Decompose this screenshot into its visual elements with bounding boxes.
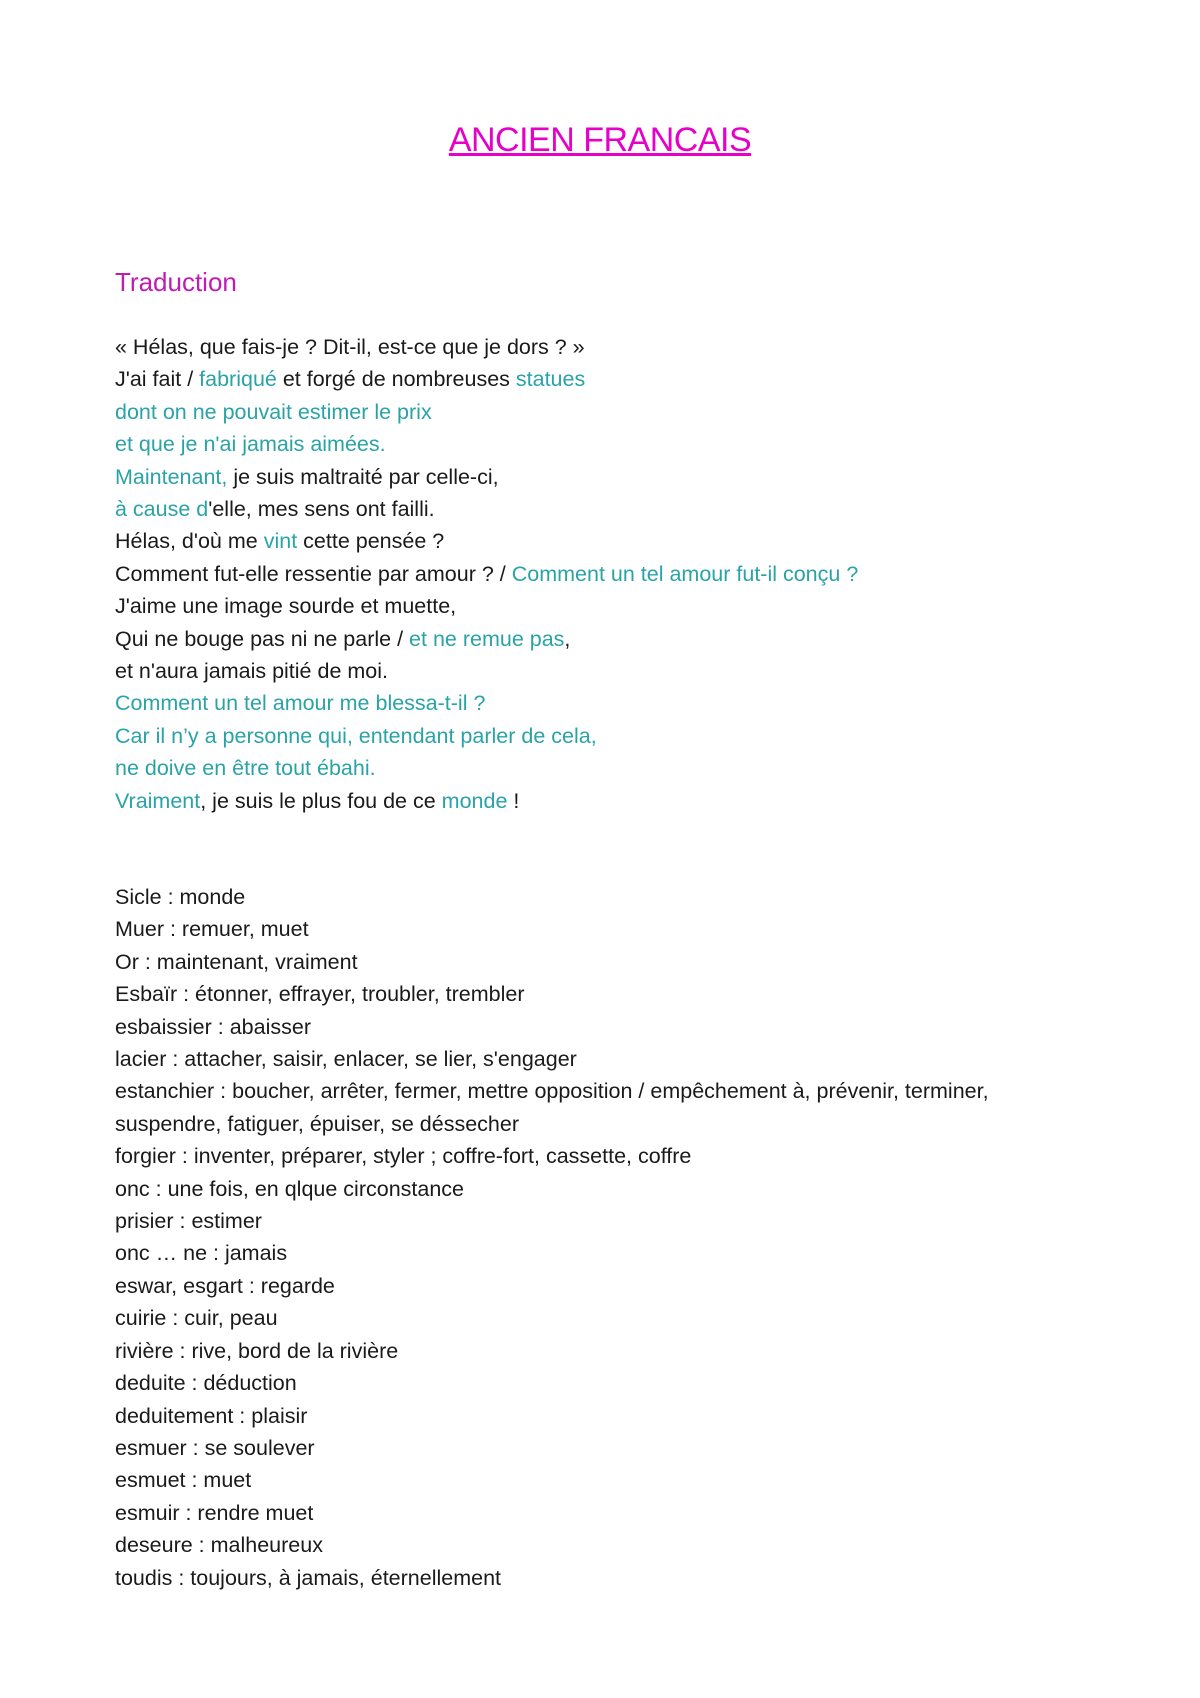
translation-line [115,720,1115,752]
highlighted-phrase: ne doive en être tout ébahi. [115,756,376,781]
glossary-entry: deduite : déduction [115,1371,297,1396]
translation-line [115,623,1115,655]
translation-line [115,363,1115,395]
glossary-entry: Muer : remuer, muet [115,917,309,942]
highlighted-phrase: Vraiment [115,788,201,813]
highlighted-phrase: vint [263,529,298,554]
section-heading-traduction: Traduction [115,267,237,297]
text-segment: et forgé de nombreuses [276,367,516,392]
glossary-entry: onc … ne : jamais [115,1241,288,1266]
text-segment: J'aime une image sourde et muette, [115,594,457,619]
translation-line [115,396,1115,428]
glossary-entry: esmuir : rendre muet [115,1500,314,1525]
glossary-entry: suspendre, fatiguer, épuiser, se déssecher [115,1111,519,1136]
text-segment: 'elle, mes sens ont failli. [208,497,435,522]
highlighted-phrase: dont on ne pouvait estimer le prix [115,399,432,424]
translation-line [115,331,1115,363]
text-segment: « Hélas, que fais-je ? Dit-il, est-ce que je dors ? » [115,335,585,359]
glossary-entry: deseure : malheureux [115,1533,323,1558]
highlighted-phrase: et ne remue pas [409,626,565,651]
glossary-entry: esmuer : se soulever [115,1435,315,1460]
translation-line [115,590,1115,622]
translation-line [115,461,1115,493]
text-segment: ! [507,788,520,813]
glossary-entry: lacier : attacher, saisir, enlacer, se lier, s'engager [115,1047,577,1072]
translation-line [115,493,1115,525]
glossary-entry: Sicle : monde [115,885,246,909]
text-segment: , je suis le plus fou de ce [200,788,442,813]
highlighted-phrase: monde [441,788,508,813]
highlighted-phrase: Comment un tel amour fut-il conçu ? [511,561,859,586]
text-segment: Comment fut-elle ressentie par amour ? / [115,561,512,586]
glossary-entry: Or : maintenant, vraiment [115,949,358,974]
text-segment: Hélas, d'où me [115,529,264,554]
translation-line [115,785,1115,817]
translation-text [115,331,1115,817]
highlighted-phrase: fabriqué [199,367,277,392]
text-segment: et n'aura jamais pitié de moi. [115,659,388,684]
highlighted-phrase: Maintenant, [115,464,228,489]
glossary-entry: forgier : inventer, préparer, styler ; coffre-fort, cassette, coffre [115,1144,692,1169]
translation-line [115,558,1115,590]
text-segment: , [564,626,571,651]
highlighted-phrase: Car il n’y a personne qui, entendant parler de cela, [115,723,597,748]
glossary-entry: toudis : toujours, à jamais, éternellement [115,1565,502,1590]
glossary-entry: estanchier : boucher, arrêter, fermer, mettre opposition / empêchement à, prévenir, terminer, [115,1079,989,1104]
highlighted-phrase: et que je n'ai jamais aimées. [115,432,386,457]
glossary-entry: rivière : rive, bord de la rivière [115,1338,399,1363]
text-segment: J'ai fait / [115,367,200,392]
glossary-entry: esbaissier : abaisser [115,1014,311,1039]
text-segment: cette pensée ? [297,529,445,554]
translation-line [115,655,1115,687]
glossary-list [115,881,1115,1594]
glossary-entry: onc : une fois, en qlque circonstance [115,1176,464,1201]
highlighted-phrase: à cause d [115,497,209,522]
translation-line [115,525,1115,557]
translation-line [115,752,1115,784]
glossary-entry: deduitement : plaisir [115,1403,308,1428]
highlighted-phrase: statues [515,367,586,392]
glossary-entry: cuirie : cuir, peau [115,1306,278,1331]
highlighted-phrase: Comment un tel amour me blessa-t-il ? [115,691,486,716]
translation-line [115,428,1115,460]
translation-line [115,687,1115,719]
glossary-entry: prisier : estimer [115,1209,262,1234]
glossary-entry: esmuet : muet [115,1468,252,1493]
text-segment: Qui ne bouge pas ni ne parle / [115,626,410,651]
glossary-entry: Esbaïr : étonner, effrayer, troubler, trembler [115,982,525,1007]
page-title: ANCIEN FRANCAIS [448,121,752,159]
glossary-entry: eswar, esgart : regarde [115,1273,335,1298]
text-segment: je suis maltraité par celle-ci, [227,464,499,489]
